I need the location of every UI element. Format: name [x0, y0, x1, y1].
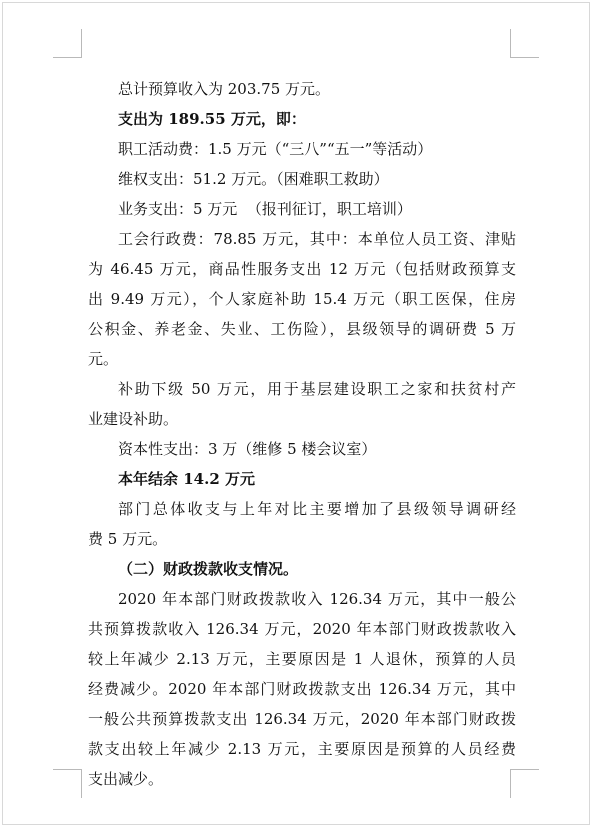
text-line: 款支出较上年减少 2.13 万元，主要原因是预算的人员经费	[88, 740, 516, 758]
text-line: 元。	[88, 350, 119, 368]
text-line: 共预算拨款收入 126.34 万元，2020 年本部门财政拨款收入	[88, 620, 516, 638]
text-line: 费 5 万元。	[88, 530, 168, 548]
text-line: 工会行政费：78.85 万元，其中：本单位人员工资、津贴	[118, 230, 516, 248]
text-line: 业建设补助。	[88, 410, 179, 428]
text-line: 业务支出：5 万元 （报刊征订，职工培训）	[118, 200, 412, 218]
text-line: 补助下级 50 万元，用于基层建设职工之家和扶贫村产	[118, 380, 516, 398]
text-line: 支出为 189.55 万元，即：	[118, 110, 306, 128]
text-line: 较上年减少 2.13 万元，主要原因是 1 人退休，预算的人员	[88, 650, 516, 668]
text-line: 经费减少。2020 年本部门财政拨款支出 126.34 万元，其中	[88, 680, 516, 698]
document-body	[88, 74, 516, 794]
text-line: 支出减少。	[88, 770, 164, 788]
text-line: 为 46.45 万元，商品性服务支出 12 万元（包括财政预算支	[88, 260, 516, 278]
text-line: （二）财政拨款收支情况。	[118, 560, 299, 578]
crop-mark-top-right	[510, 29, 539, 58]
crop-mark-bottom-left	[53, 769, 82, 798]
text-line: 总计预算收入为 203.75 万元。	[118, 80, 331, 98]
text-line: 维权支出：51.2 万元。（困难职工救助）	[118, 170, 389, 188]
text-line: 资本性支出：3 万（维修 5 楼会议室）	[118, 440, 377, 458]
text-line: 职工活动费：1.5 万元（“三八”“五一”等活动）	[118, 140, 433, 158]
crop-mark-top-left	[53, 29, 82, 58]
text-line: 出 9.49 万元），个人家庭补助 15.4 万元（职工医保，住房	[88, 290, 516, 308]
text-line: 公积金、养老金、失业、工伤险），县级领导的调研费 5 万	[88, 320, 516, 338]
text-line: 一般公共预算拨款支出 126.34 万元，2020 年本部门财政拨	[88, 710, 516, 728]
text-line: 部门总体收支与上年对比主要增加了县级领导调研经	[118, 500, 516, 518]
text-line: 2020 年本部门财政拨款收入 126.34 万元，其中一般公	[118, 590, 516, 608]
text-line: 本年结余 14.2 万元	[118, 470, 255, 488]
